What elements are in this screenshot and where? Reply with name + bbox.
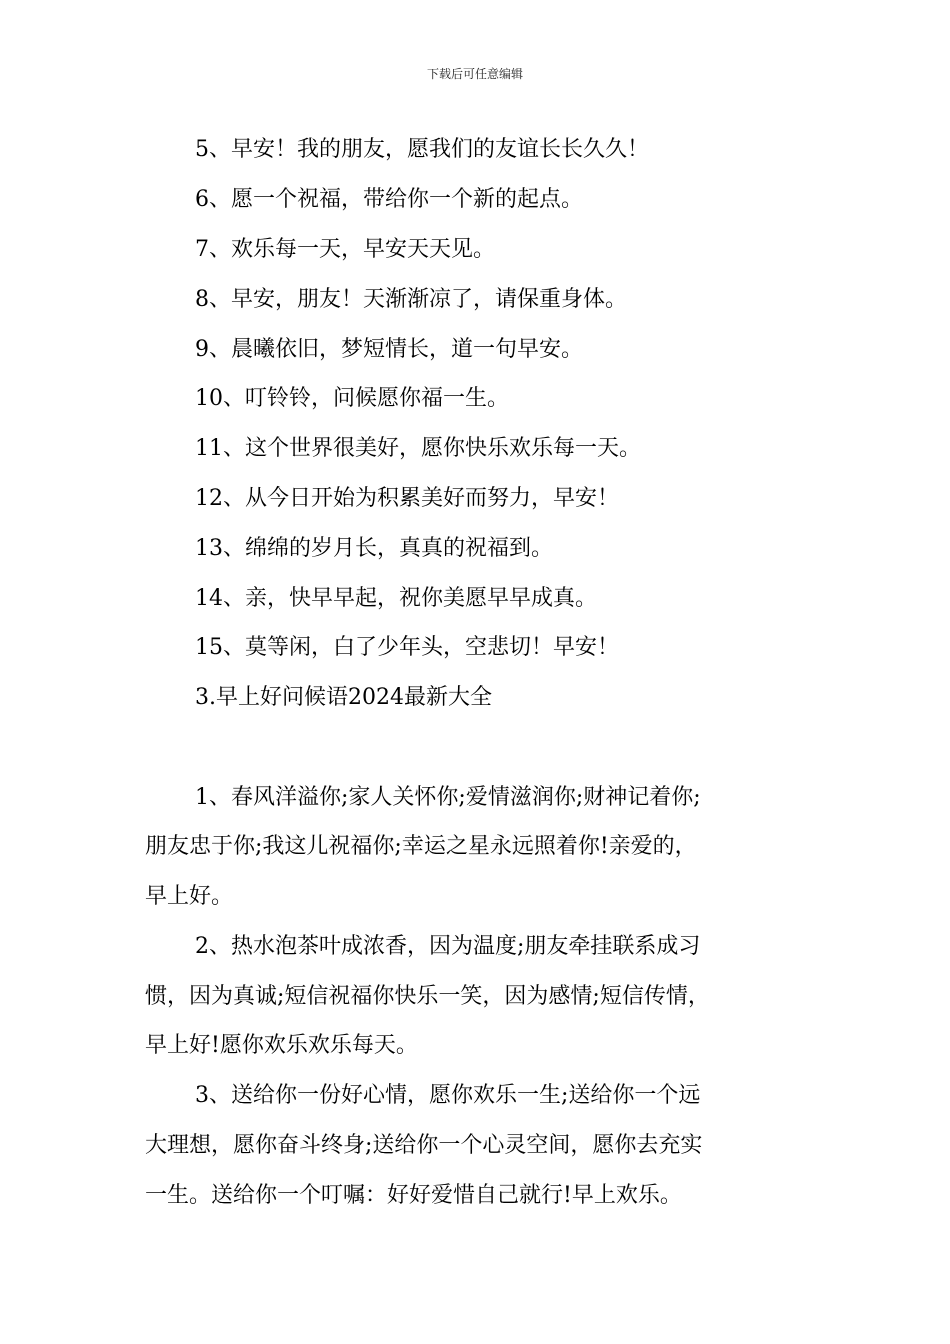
- list-item: 15、莫等闲，白了少年头，空悲切！早安！: [195, 635, 619, 660]
- paragraph-line: 朋友忠于你;我这儿祝福你;幸运之星永远照着你!亲爱的，: [145, 834, 697, 859]
- list-item: 9、晨曦依旧，梦短情长，道一句早安。: [195, 337, 583, 362]
- list-item: 12、从今日开始为积累美好而努力，早安！: [195, 486, 619, 511]
- list-item: 8、早安，朋友！天渐渐凉了，请保重身体。: [195, 287, 627, 312]
- paragraph-line: 大理想，愿你奋斗终身;送给你一个心灵空间，愿你去充实: [145, 1133, 703, 1158]
- paragraph-line: 1、春风洋溢你;家人关怀你;爱情滋润你;财神记着你;: [195, 785, 701, 810]
- paragraph-line: 3、送给你一份好心情，愿你欢乐一生;送给你一个远: [195, 1083, 701, 1108]
- page-header: 下载后可任意编辑: [426, 67, 523, 81]
- paragraph-line: 一生。送给你一个叮嘱：好好爱惜自己就行!早上欢乐。: [145, 1183, 682, 1208]
- paragraph-line: 2、热水泡茶叶成浓香，因为温度;朋友牵挂联系成习: [195, 934, 701, 959]
- list-item: 11、这个世界很美好，愿你快乐欢乐每一天。: [195, 436, 641, 461]
- list-item: 10、叮铃铃，问候愿你福一生。: [195, 386, 509, 411]
- list-item: 7、欢乐每一天，早安天天见。: [195, 237, 495, 262]
- list-item: 14、亲，快早早起，祝你美愿早早成真。: [195, 586, 597, 611]
- list-item: 6、愿一个祝福，带给你一个新的起点。: [195, 187, 583, 212]
- paragraph-line: 惯，因为真诚;短信祝福你快乐一笑，因为感情;短信传情，: [145, 984, 710, 1009]
- list-item: 13、绵绵的岁月长，真真的祝福到。: [195, 536, 553, 561]
- list-item: 5、早安！我的朋友，愿我们的友谊长长久久！: [195, 137, 649, 162]
- paragraph-line: 早上好!愿你欢乐欢乐每天。: [145, 1033, 418, 1058]
- section-heading: 3.早上好问候语2024最新大全: [195, 685, 492, 710]
- paragraph-line: 早上好。: [145, 884, 234, 909]
